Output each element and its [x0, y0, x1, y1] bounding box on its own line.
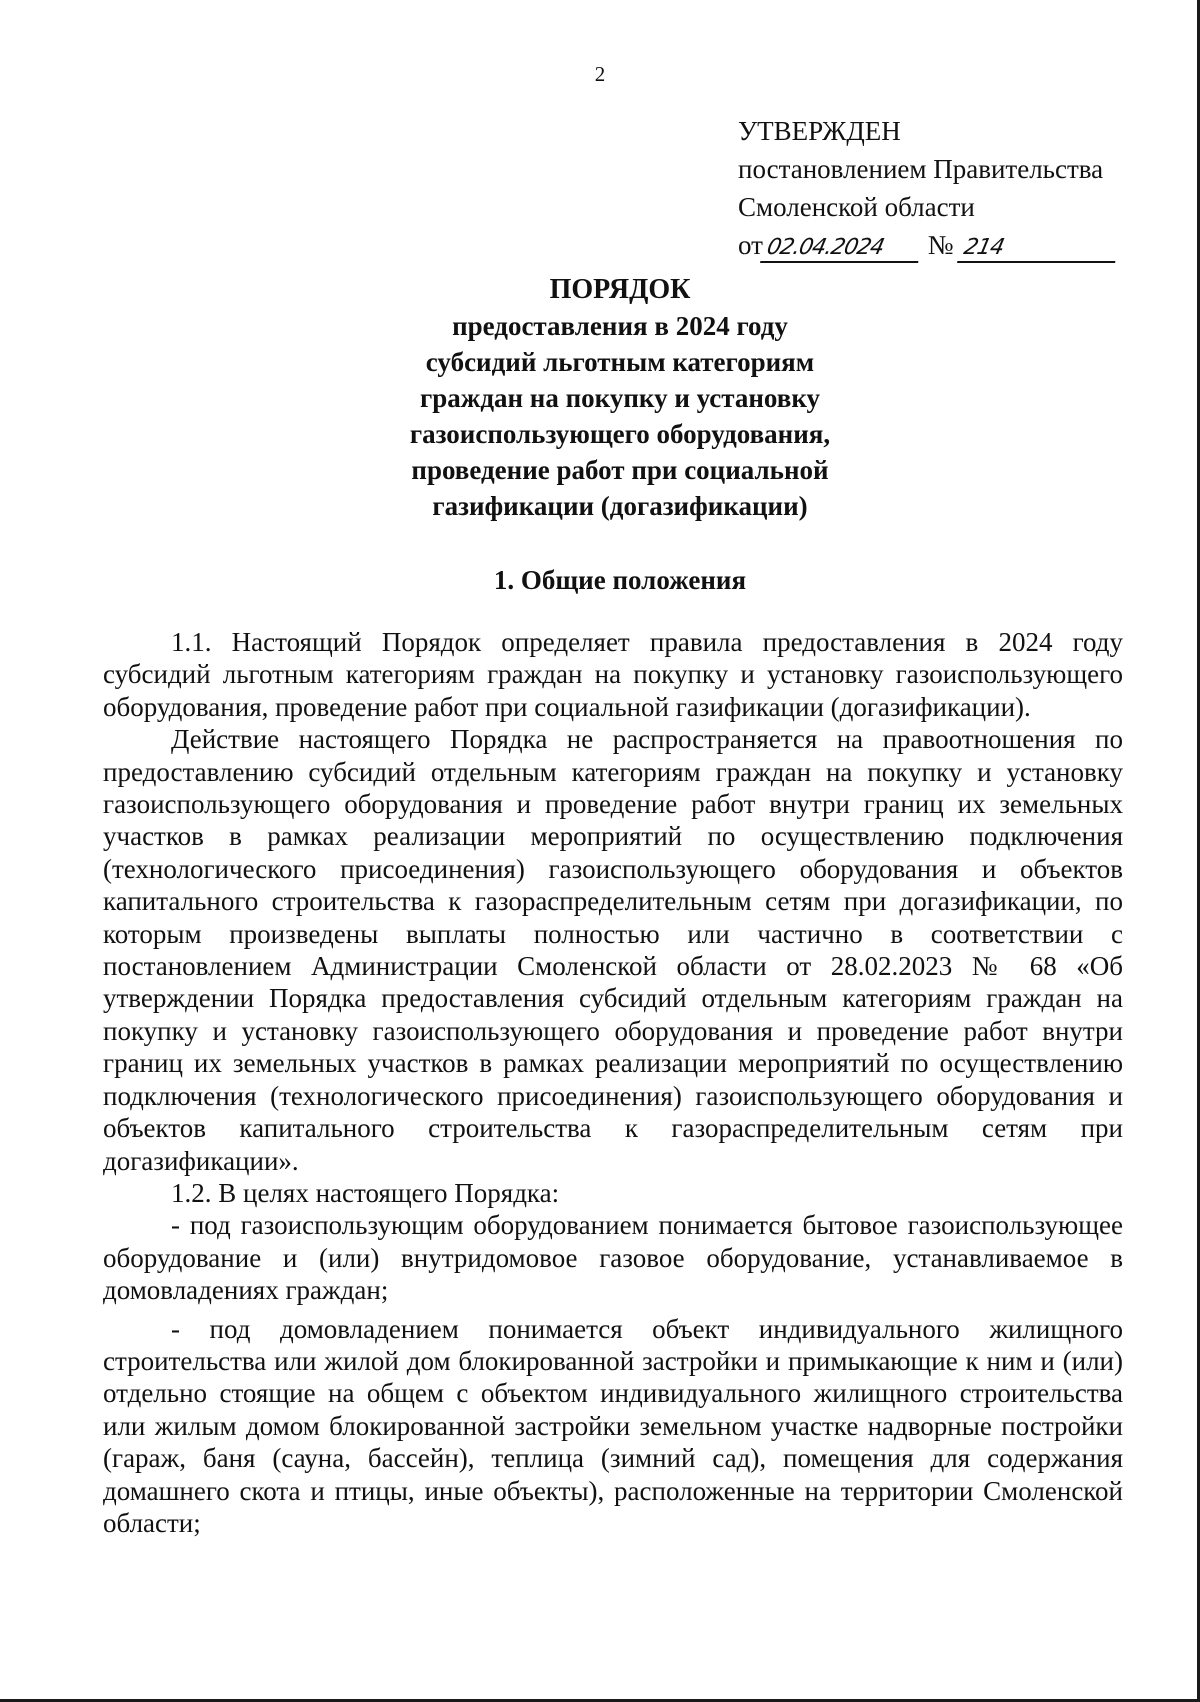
approval-line-1: постановлением Правительства [738, 154, 1104, 184]
approval-heading: УТВЕРЖДЕН [738, 116, 901, 146]
section-heading: 1. Общие положения [493, 565, 747, 595]
approval-handwritten-number: 214 [957, 235, 1121, 263]
paragraph-1-1-scope: Действие настоящего Порядка не распространяется на правоотношения по предоставлению субсидий отдельным категориям граждан на покупку и установку газоиспользующего оборудования и проведение работ внутри границ их земельных участков в рамках реализации мероприятий по осуществлению подключения (технологического присоединения) газоиспользующего оборудования и объектов капитального строительства к газораспределительным сетям при догазификации, по которым произведены выплаты полностью или частично в соответствии с постановлением Администрации Смоленской области от 28.02.2023 № 68 «Об утверждении Порядка предоставления субсидий отдельным категориям граждан на покупку и установку газоиспользующего оборудования и проведение работ внутри границ их земельных участков в рамках реализации мероприятий по осуществлению подключения (технологического присоединения) газоиспользующего оборудования и объектов капитального строительства к газораспределительным сетям при догазификации». [103, 724, 1123, 1176]
document-subtitle-line: проведение работ при социальной [411, 455, 829, 485]
page-number: 2 [594, 62, 606, 86]
list-item-household-definition: - под домовладением понимается объект индивидуального жилищного строительства или жилой дом блокированной застройки и примыкающие к ним и (или) отдельно стоящие на общем с объектом индивидуального жилищного строительства или жилым домом блокированной застройки земельном участке надворные постройки (гараж, баня (сауна, бассейн), теплица (зимний сад), помещения для содержания домашнего скота и птицы, иные объекты), расположенные на территории Смоленской области; [103, 1313, 1123, 1538]
document-title: ПОРЯДОК [549, 274, 691, 305]
approval-date-line [738, 226, 1118, 264]
paragraph-1-1: 1.1. Настоящий Порядок определяет правила предоставления в 2024 году субсидий льготным категориям граждан на покупку и установку газоиспользующего оборудования, проведение работ при социальной газификации (догазификации). [103, 627, 1123, 722]
paragraph-1-2: 1.2. В целях настоящего Порядка: [171, 1177, 560, 1208]
document-title-block [0, 272, 1200, 524]
document-subtitle-line: газоиспользующего оборудования, [409, 419, 831, 449]
document-subtitle-line: граждан на покупку и установку [419, 383, 821, 413]
document-subtitle-line: субсидий льготным категориям [425, 347, 815, 377]
document-subtitle-line: газификации (догазификации) [432, 491, 808, 521]
approval-stamp-block [738, 112, 1118, 264]
approval-number-label: № [927, 230, 954, 260]
list-item-equipment-definition: - под газоиспользующим оборудованием понимается бытовое газоиспользующее оборудование и (или) внутридомовое газовое оборудование, устанавливаемое в домовладениях граждан; [103, 1210, 1123, 1306]
approval-from-label: от [738, 230, 763, 260]
document-body [103, 626, 1123, 1539]
approval-line-2: Смоленской области [738, 192, 975, 222]
document-subtitle-line: предоставления в 2024 году [452, 311, 788, 341]
approval-handwritten-date: 02.04.2024 [760, 235, 924, 263]
